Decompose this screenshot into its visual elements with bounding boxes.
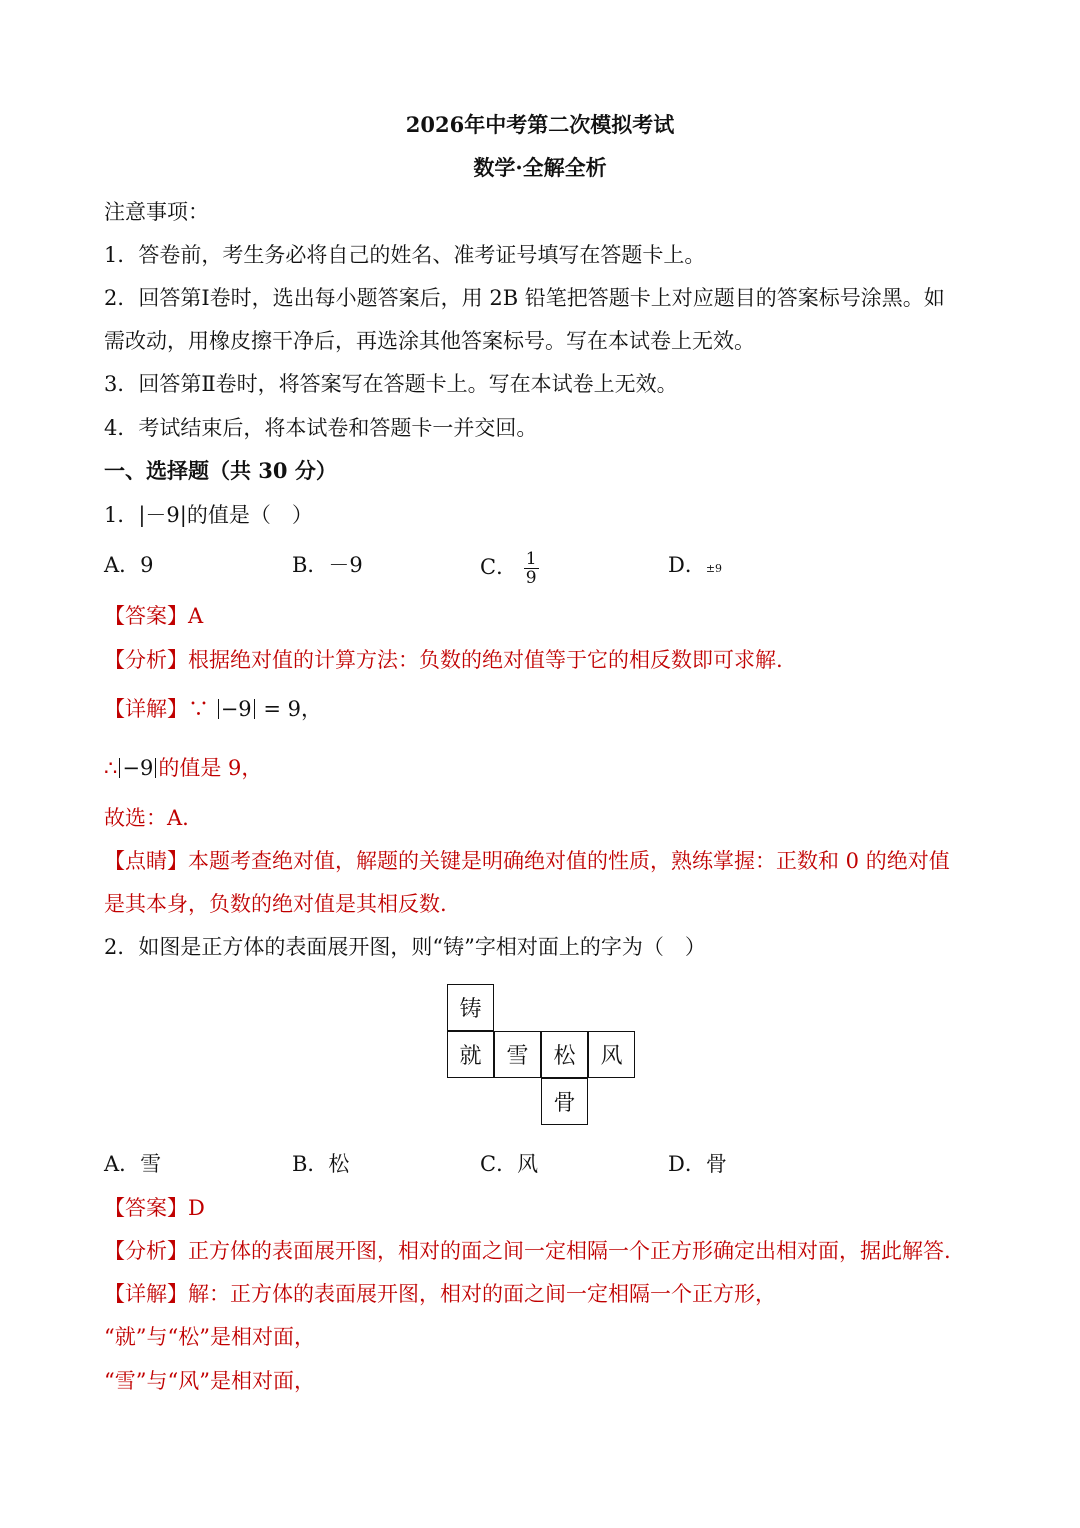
net-cell-row-3: 松 [541, 1031, 588, 1078]
q2-option-c: C．风 [480, 1152, 539, 1176]
fraction-denominator: 9 [525, 568, 537, 588]
q1-option-d [668, 550, 722, 584]
q1-option-c-label: C． [480, 555, 518, 579]
q2-option-d: D．骨 [668, 1152, 727, 1176]
page-title: 2026年中考第二次模拟考试 [405, 112, 675, 137]
notice-item-3: 3．回答第Ⅱ卷时，将答案写在答题卡上。写在本试卷上无效。 [104, 372, 678, 396]
notice-item-4: 4．考试结束后，将本试卷和答题卡一并交回。 [104, 416, 538, 440]
notice-item-2-line-1: 2．回答第Ⅰ卷时，选出每小题答案后，用 2B 铅笔把答题卡上对应题目的答案标号涂黑。如 [104, 286, 945, 310]
q1-therefore [104, 753, 262, 783]
notice-heading: 注意事项： [104, 200, 209, 224]
q2-pair-2: “雪”与“风”是相对面， [104, 1369, 315, 1393]
net-cell-top: 铸 [447, 984, 494, 1031]
q1-option-d-value: ±9 [705, 562, 723, 575]
q2-answer: 【答案】D [104, 1196, 205, 1220]
therefore-symbol: ∴ [104, 756, 118, 780]
q1-option-c-fraction [524, 550, 539, 587]
absolute-value-expression: −9 [218, 699, 255, 719]
net-cell-bottom: 骨 [541, 1078, 588, 1125]
q1-answer: 【答案】A [104, 604, 204, 628]
analysis-tag: 【分析】 [104, 1239, 188, 1263]
notice-item-2-line-2: 需改动，用橡皮擦干净后，再选涂其他答案标号。写在本试卷上无效。 [104, 329, 755, 353]
absolute-value-expression: −9 [119, 758, 156, 778]
section-heading: 一、选择题（共 30 分） [104, 458, 337, 483]
q1-option-c [480, 550, 539, 587]
q1-analysis [104, 645, 783, 675]
q1-comment-line-2: 是其本身，负数的绝对值是其相反数. [104, 892, 447, 916]
analysis-text: 根据绝对值的计算方法：负数的绝对值等于它的相反数即可求解. [188, 648, 783, 672]
q2-option-b: B．松 [292, 1152, 350, 1176]
q1-option-b: B．－9 [292, 553, 363, 577]
page-subtitle: 数学·全解全析 [473, 155, 607, 180]
detail-tag: 【详解】 [104, 697, 188, 721]
q2-pair-1: “就”与“松”是相对面， [104, 1325, 315, 1349]
q1-choose: 故选：A. [104, 806, 189, 830]
analysis-text: 正方体的表面展开图，相对的面之间一定相隔一个正方形确定出相对面，据此解答. [188, 1239, 951, 1263]
q2-option-a: A．雪 [104, 1152, 162, 1176]
q1-comment-line-1 [104, 846, 950, 876]
cube-net-figure [447, 984, 635, 1126]
net-cell-row-1: 就 [447, 1031, 494, 1078]
net-cell-row-2: 雪 [494, 1031, 541, 1078]
q1-option-a: A．9 [104, 553, 154, 577]
comment-tag: 【点睛】 [104, 849, 188, 873]
question-2-stem: 2．如图是正方体的表面展开图，则“铸”字相对面上的字为（ ） [104, 935, 706, 959]
q2-detail [104, 1279, 776, 1309]
net-cell-row-4: 风 [588, 1031, 635, 1078]
fraction-numerator: 1 [525, 549, 537, 569]
notice-item-1: 1．答卷前，考生务必将自己的姓名、准考证号填写在答题卡上。 [104, 243, 706, 267]
therefore-text: 的值是 9， [158, 756, 263, 780]
comment-text: 本题考查绝对值，解题的关键是明确绝对值的性质，熟练掌握：正数和 0 的绝对值 [188, 849, 950, 873]
detail-equals: = 9， [263, 697, 322, 721]
question-1-stem: 1．|－9|的值是（ ） [104, 503, 313, 527]
detail-text: 解：正方体的表面展开图，相对的面之间一定相隔一个正方形， [188, 1282, 776, 1306]
detail-tag: 【详解】 [104, 1282, 188, 1306]
because-symbol: ∵ [188, 697, 209, 721]
q1-detail [104, 694, 322, 724]
analysis-tag: 【分析】 [104, 648, 188, 672]
q1-option-d-label: D． [668, 553, 706, 577]
q2-analysis [104, 1236, 951, 1266]
